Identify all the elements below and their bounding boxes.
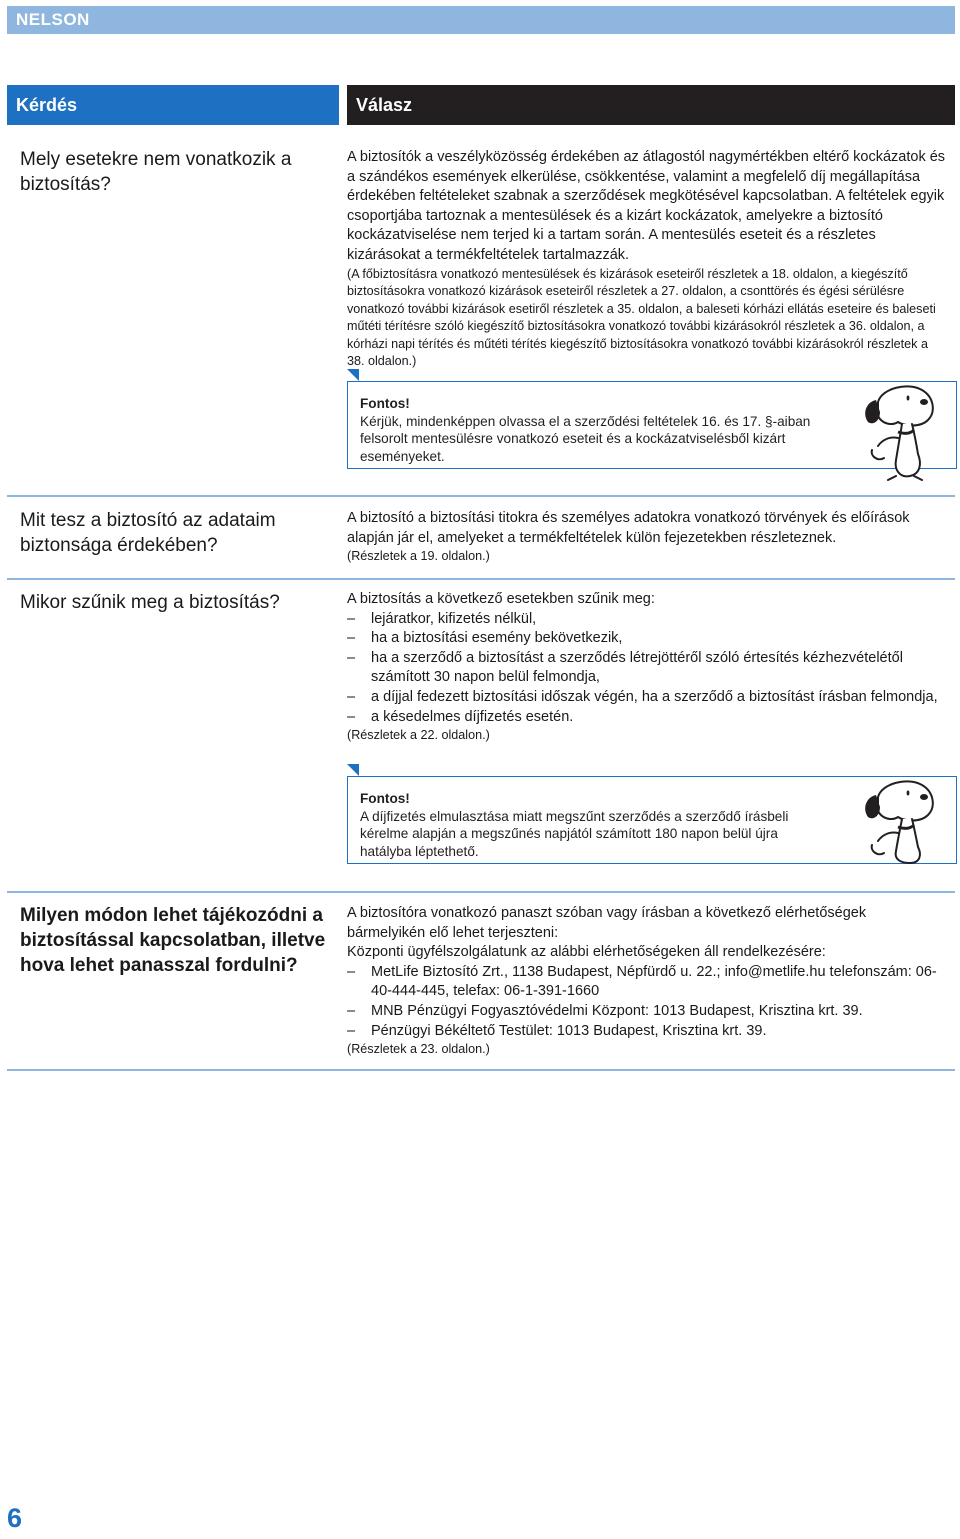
list-item: – lejáratkor, kifizetés nélkül,	[347, 610, 947, 630]
termination-list	[347, 610, 947, 728]
important-label: Fontos!	[360, 396, 410, 411]
answer-exclusions	[347, 148, 947, 371]
answer-data-security-ref: (Részletek a 19. oldalon.)	[347, 549, 490, 564]
answer-termination	[347, 590, 947, 745]
question-exclusions: Mely esetekre nem vonatkozik a biztosítás?	[20, 149, 292, 195]
list-item: – ha a szerződő a biztosítást a szerződés létrejöttéről szóló értesítés kézhezvételétől számított 30 napon belül felmondja,	[347, 649, 947, 688]
important-box-exclusions	[347, 381, 957, 469]
brand-title: NELSON	[16, 10, 90, 29]
page-number: 6	[7, 1503, 23, 1533]
important-text: A díjfizetés elmulasztása miatt megszűnt szerződés a szerződő írásbeli kérelme alapján a megszűnés napjától számított 180 napon belül újra hatályba léptethető.	[360, 808, 789, 859]
answer-termination-ref: (Részletek a 22. oldalon.)	[347, 728, 490, 743]
section-divider	[7, 495, 955, 497]
question-termination: Mikor szűnik meg a biztosítás?	[20, 592, 280, 613]
question-complaints: Milyen módon lehet tájékozódni a biztosítással kapcsolatban, illetve hova lehet panasszal fordulni?	[20, 905, 326, 976]
complaints-list	[347, 963, 947, 1041]
important-box-termination	[347, 776, 957, 864]
list-item: – MNB Pénzügyi Fogyasztóvédelmi Központ: 1013 Budapest, Krisztina krt. 39.	[347, 1002, 947, 1022]
section-divider	[7, 578, 955, 580]
answer-complaints-intro2: Központi ügyfélszolgálatunk az alábbi elérhetőségeken áll rendelkezésére:	[347, 944, 826, 961]
answer-complaints-ref: (Részletek a 23. oldalon.)	[347, 1042, 490, 1057]
snoopy-illustration-icon	[848, 775, 943, 865]
snoopy-illustration-icon	[848, 380, 943, 485]
list-item: – Pénzügyi Békéltető Testület: 1013 Budapest, Krisztina krt. 39.	[347, 1022, 947, 1042]
answer-termination-intro: A biztosítás a következő esetekben szűnik meg:	[347, 591, 655, 607]
list-item: – a késedelmes díjfizetés esetén.	[347, 708, 947, 728]
answer-exclusions-main: A biztosítók a veszélyközösség érdekében az átlagostól nagymértékben eltérő kockázatok és a szándékos események elkerülése, csökkentése, valamint a megfelelő díj megállapítása érdekében feltételeket szabnak a szerződések megkötésével kapcsolatban. A feltételek egyik csoportjába tartoznak a mentesülések és a kizárt kockázatok, amelyekre a biztosító kockázatviselése nem terjed ki a tartam során. A mentesülés eseteit és a részletes kizárásokat a termékfeltételek tartalmazzák.	[347, 149, 946, 263]
answer-data-security	[347, 509, 947, 566]
triangle-marker-icon	[347, 369, 359, 381]
question-data-security: Mit tesz a biztosító az adataim biztonsága érdekében?	[20, 510, 276, 556]
section-divider	[7, 891, 955, 893]
question-column-header	[7, 85, 339, 125]
important-label: Fontos!	[360, 791, 410, 806]
important-text: Kérjük, mindenképpen olvassa el a szerződési feltételek 16. és 17. §-aiban felsorolt mentesülésre vonatkozó eseteit és a kockázatviselésből kizárt eseményeket.	[360, 413, 811, 464]
answer-data-security-text: A biztosító a biztosítási titokra és személyes adatokra vonatkozó törvények és előírások alapján jár el, amelyeket a termékfeltételek külön fejezetekben részleteznek.	[347, 510, 910, 546]
section-divider	[7, 1069, 955, 1071]
answer-complaints	[347, 904, 947, 1059]
list-item: – a díjjal fedezett biztosítási időszak végén, ha a szerződő a biztosítást írásban felmondja,	[347, 688, 947, 708]
list-item: – MetLife Biztosító Zrt., 1138 Budapest, Népfürdő u. 22.; info@metlife.hu telefonszám: 06-40-444-445, telefax: 06-1-391-1660	[347, 963, 947, 1002]
question-header-label: Kérdés	[16, 95, 78, 115]
answer-header-label: Válasz	[356, 95, 413, 115]
triangle-marker-icon	[347, 764, 359, 776]
answer-exclusions-note: (A főbiztosításra vonatkozó mentesülések és kizárások eseteiről részletek a 18. oldalon, a kiegészítő biztosításokra vonatkozó kizárások eseteiről részletek a 27. oldalon, a csonttörés és égési sérülésre vonatkozó további kizárások esetiről részletek a 35. oldalon, a baleseti kórházi ellátás eseteire és baleseti műtéti térítésre szóló kiegészítő biztosításokra vonatkozó további kizárásokról részletek a 36. oldalon, a kórházi napi térítés és műtéti térítés kiegészítő biztosításokra vonatkozó további kizárásokról részletek a 38. oldalon.)	[347, 266, 936, 369]
answer-column-header	[347, 85, 955, 125]
answer-complaints-intro: A biztosítóra vonatkozó panaszt szóban vagy írásban a következő elérhetőségek bármelyikén elő lehet terjeszteni:	[347, 905, 867, 941]
list-item: – ha a biztosítási esemény bekövetkezik,	[347, 629, 947, 649]
brand-bar	[7, 6, 955, 34]
